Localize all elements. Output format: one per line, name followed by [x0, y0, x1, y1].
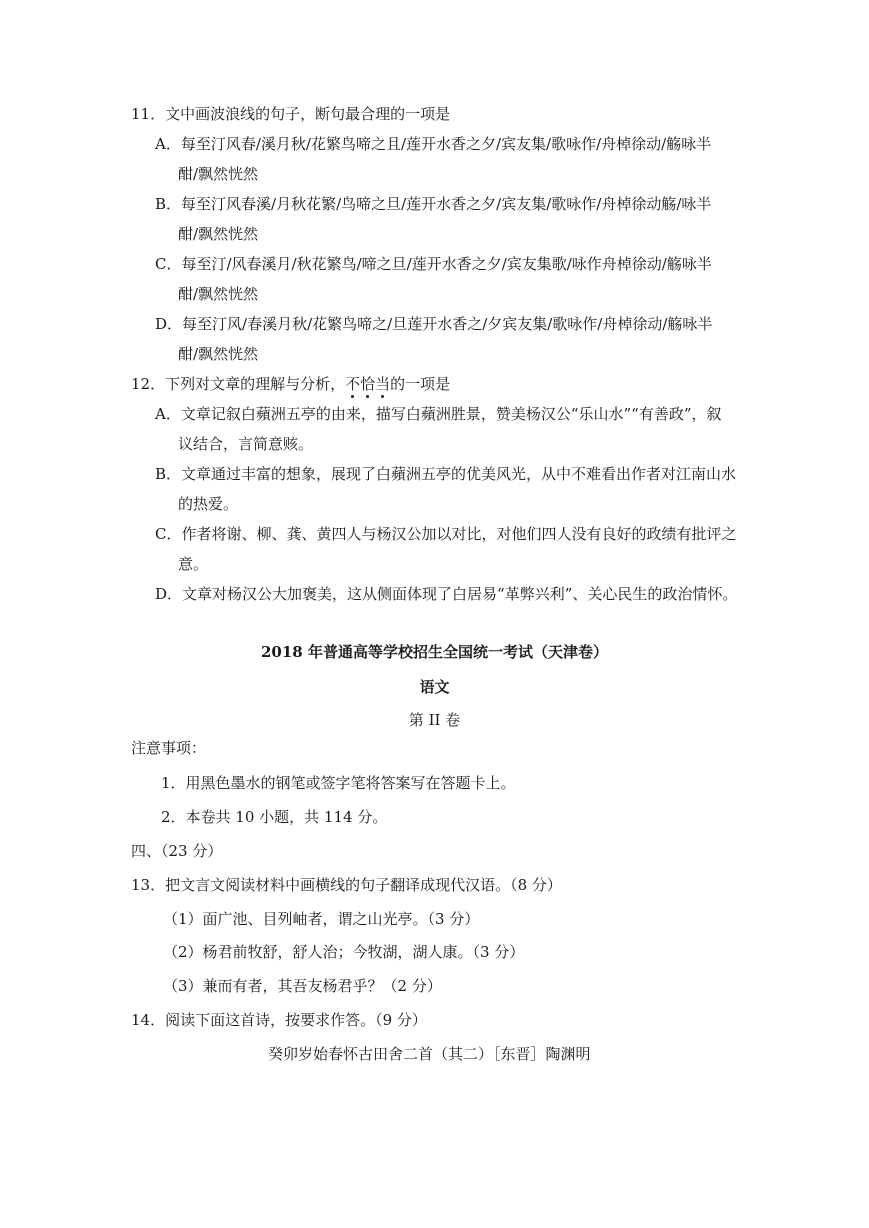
poem-title: 癸卯岁始春怀古田舍二首（其二）［东晋］陶渊明: [268, 1045, 591, 1063]
q11-option-b: B．每至汀风春溪/月秋花繁/鸟啼之旦/莲开水香之夕/宾友集/歌咏作/舟棹徐动觞/咏半: [155, 195, 712, 213]
q12-emphasis-char-2: 恰: [360, 375, 376, 393]
q12-option-a-cont: 议结合，言简意赅。: [178, 435, 314, 453]
q12-stem-post: 的一项是: [390, 375, 451, 393]
q12-stem-pre: 12．下列对文章的理解与分析，: [131, 375, 346, 393]
volume-title: 第 II 卷: [408, 711, 461, 729]
notes-item-2: 2．本卷共 10 小题，共 114 分。: [161, 808, 388, 826]
q13-stem: 13．把文言文阅读材料中画横线的句子翻译成现代汉语。（8 分）: [131, 876, 562, 894]
q11-option-d: D．每至汀风/春溪月秋/花繁鸟啼之/旦莲开水香之/夕宾友集/歌咏作/舟棹徐动/觞咏半: [155, 315, 713, 333]
q12-option-c: C．作者将谢、柳、龚、黄四人与杨汉公加以对比，对他们四人没有良好的政绩有批评之: [155, 525, 737, 543]
q13-part-3: （3）兼而有者，其吾友杨君乎？（2 分）: [163, 977, 442, 995]
subject-title: 语文: [419, 678, 450, 696]
q12-option-c-cont: 意。: [178, 555, 209, 573]
q11-option-d-cont: 酣/飘然恍然: [178, 345, 259, 363]
q12-option-b-cont: 的热爱。: [178, 495, 239, 513]
q11-option-b-cont: 酣/飘然恍然: [178, 225, 259, 243]
q11-option-a: A．每至汀风春/溪月秋/花繁鸟啼之且/莲开水香之夕/宾友集/歌咏作/舟棹徐动/觞咏半: [155, 135, 712, 153]
notes-heading: 注意事项：: [131, 739, 207, 757]
q12-option-b: B．文章通过丰富的想象，展现了白蘋洲五亭的优美风光，从中不难看出作者对江南山水: [155, 465, 737, 483]
q11-option-c-cont: 酣/飘然恍然: [178, 285, 259, 303]
q12-option-d: D．文章对杨汉公大加褒美，这从侧面体现了白居易“革弊兴利”、关心民生的政治情怀。: [155, 585, 738, 603]
q12-stem: [131, 374, 450, 394]
section-heading: 四、（23 分）: [131, 842, 223, 860]
exam-title: 2018 年普通高等学校招生全国统一考试（天津卷）: [261, 643, 608, 661]
q12-emphasis-char-3: 当: [375, 375, 391, 393]
q11-stem: 11．文中画波浪线的句子，断句最合理的一项是: [131, 105, 451, 123]
q11-option-a-cont: 酣/飘然恍然: [178, 165, 259, 183]
q13-part-2: （2）杨君前牧舒，舒人治；今牧湖，湖人康。（3 分）: [163, 943, 525, 961]
notes-item-1: 1．用黑色墨水的钢笔或签字笔将答案写在答题卡上。: [161, 774, 516, 792]
q12-option-a: A．文章记叙白蘋洲五亭的由来，描写白蘋洲胜景，赞美杨汉公“乐山水”“有善政”，叙: [155, 405, 722, 423]
q11-option-c: C．每至汀/风春溪月/秋花繁鸟/啼之旦/莲开水香之夕/宾友集歌/咏作舟棹徐动/觞咏半: [155, 255, 712, 273]
q14-stem: 14．阅读下面这首诗，按要求作答。（9 分）: [131, 1011, 427, 1029]
q13-part-1: （1）面广池、目列岫者，谓之山光亭。（3 分）: [163, 910, 480, 928]
q12-emphasis-char-1: 不: [345, 375, 361, 393]
